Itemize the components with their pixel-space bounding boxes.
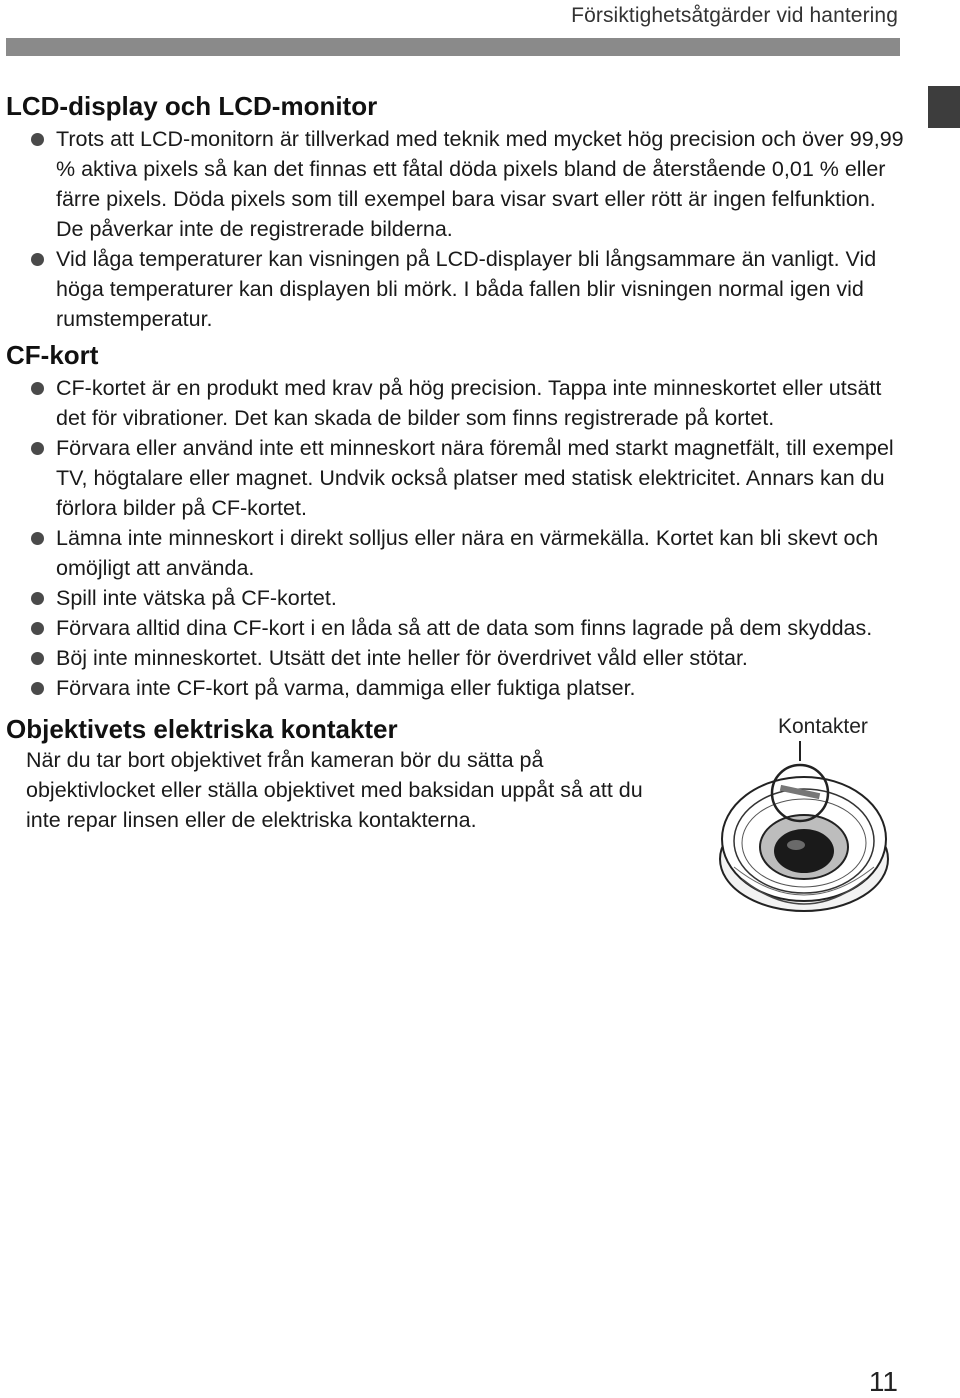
page-content: [6, 90, 906, 945]
bullet-icon: [31, 382, 44, 395]
lens-rear-illustration: [712, 741, 902, 916]
list-item-text: Spill inte vätska på CF-kortet.: [56, 586, 337, 610]
list-item-text: Förvara alltid dina CF-kort i en låda så att de data som finns lagrade på dem skyddas.: [56, 616, 873, 640]
list-item: [6, 373, 906, 433]
bullet-icon: [31, 592, 44, 605]
list-item-text: Förvara inte CF-kort på varma, dammiga eller fuktiga platser.: [56, 676, 636, 700]
bullet-icon: [31, 652, 44, 665]
bullet-icon: [31, 442, 44, 455]
objective-paragraph: När du tar bort objektivet från kameran bör du sätta på objektivlocket eller ställa objektivet med baksidan uppåt så att du inte repar linsen eller de elektriska kontakterna.: [26, 748, 643, 832]
chapter-tab-marker: [928, 86, 960, 128]
list-item: [6, 583, 906, 613]
list-item: [6, 124, 906, 244]
bullet-icon: [31, 682, 44, 695]
list-item: [6, 244, 906, 334]
bullet-icon: [31, 532, 44, 545]
list-item-text: Böj inte minneskortet. Utsätt det inte heller för överdrivet våld eller stötar.: [56, 646, 748, 670]
lens-body-icon: [720, 777, 888, 911]
lens-contacts-figure: [712, 715, 902, 915]
list-item-text: Vid låga temperaturer kan visningen på LCD-displayer bli långsammare än vanligt. Vid höga temperaturer kan displayen bli mörk. I båda fallen blir visningen normal igen vid rumstemperatur.: [56, 247, 877, 331]
list-item-text: Förvara eller använd inte ett minneskort nära föremål med starkt magnetfält, till exempel TV, högtalare eller magnet. Undvik också platser med statisk elektricitet. Annars kan du förlora bilder på CF-kortet.: [56, 436, 894, 520]
section-heading-cf: CF-kort: [6, 340, 99, 370]
lcd-bullet-list: [6, 124, 906, 334]
bullet-icon: [31, 622, 44, 635]
list-item-text: CF-kortet är en produkt med krav på hög precision. Tappa inte minneskortet eller utsätt det för vibrationer. Det kan skada de bilder som finns registrerade på kortet.: [56, 376, 882, 430]
section-heading-objective: Objektivets elektriska kontakter: [6, 714, 398, 744]
list-item: [6, 613, 906, 643]
section-heading-lcd: LCD-display och LCD-monitor: [6, 91, 378, 121]
list-item-text: Trots att LCD-monitorn är tillverkad med teknik med mycket hög precision och över 99,99 % aktiva pixels så kan det finnas ett fåtal döda pixels bland de återstående 0,01 % eller färre pixels. Döda pixels som till exempel bara visar svart eller rött är ingen felfunktion. De påverkar inte de registrerade bilderna.: [56, 127, 904, 241]
list-item: [6, 433, 906, 523]
header-rule: [6, 38, 900, 56]
list-item: [6, 523, 906, 583]
list-item: [6, 643, 906, 673]
page-number: 11: [868, 1366, 898, 1397]
bullet-icon: [31, 253, 44, 266]
cf-bullet-list: [6, 373, 906, 703]
bullet-icon: [31, 133, 44, 146]
list-item: [6, 673, 906, 703]
list-item-text: Lämna inte minneskort i direkt solljus eller nära en värmekälla. Kortet kan bli skevt och omöjligt att använda.: [56, 526, 879, 580]
running-header: Försiktighetsåtgärder vid hantering: [571, 4, 898, 27]
figure-label-contacts: Kontakter: [778, 715, 868, 738]
